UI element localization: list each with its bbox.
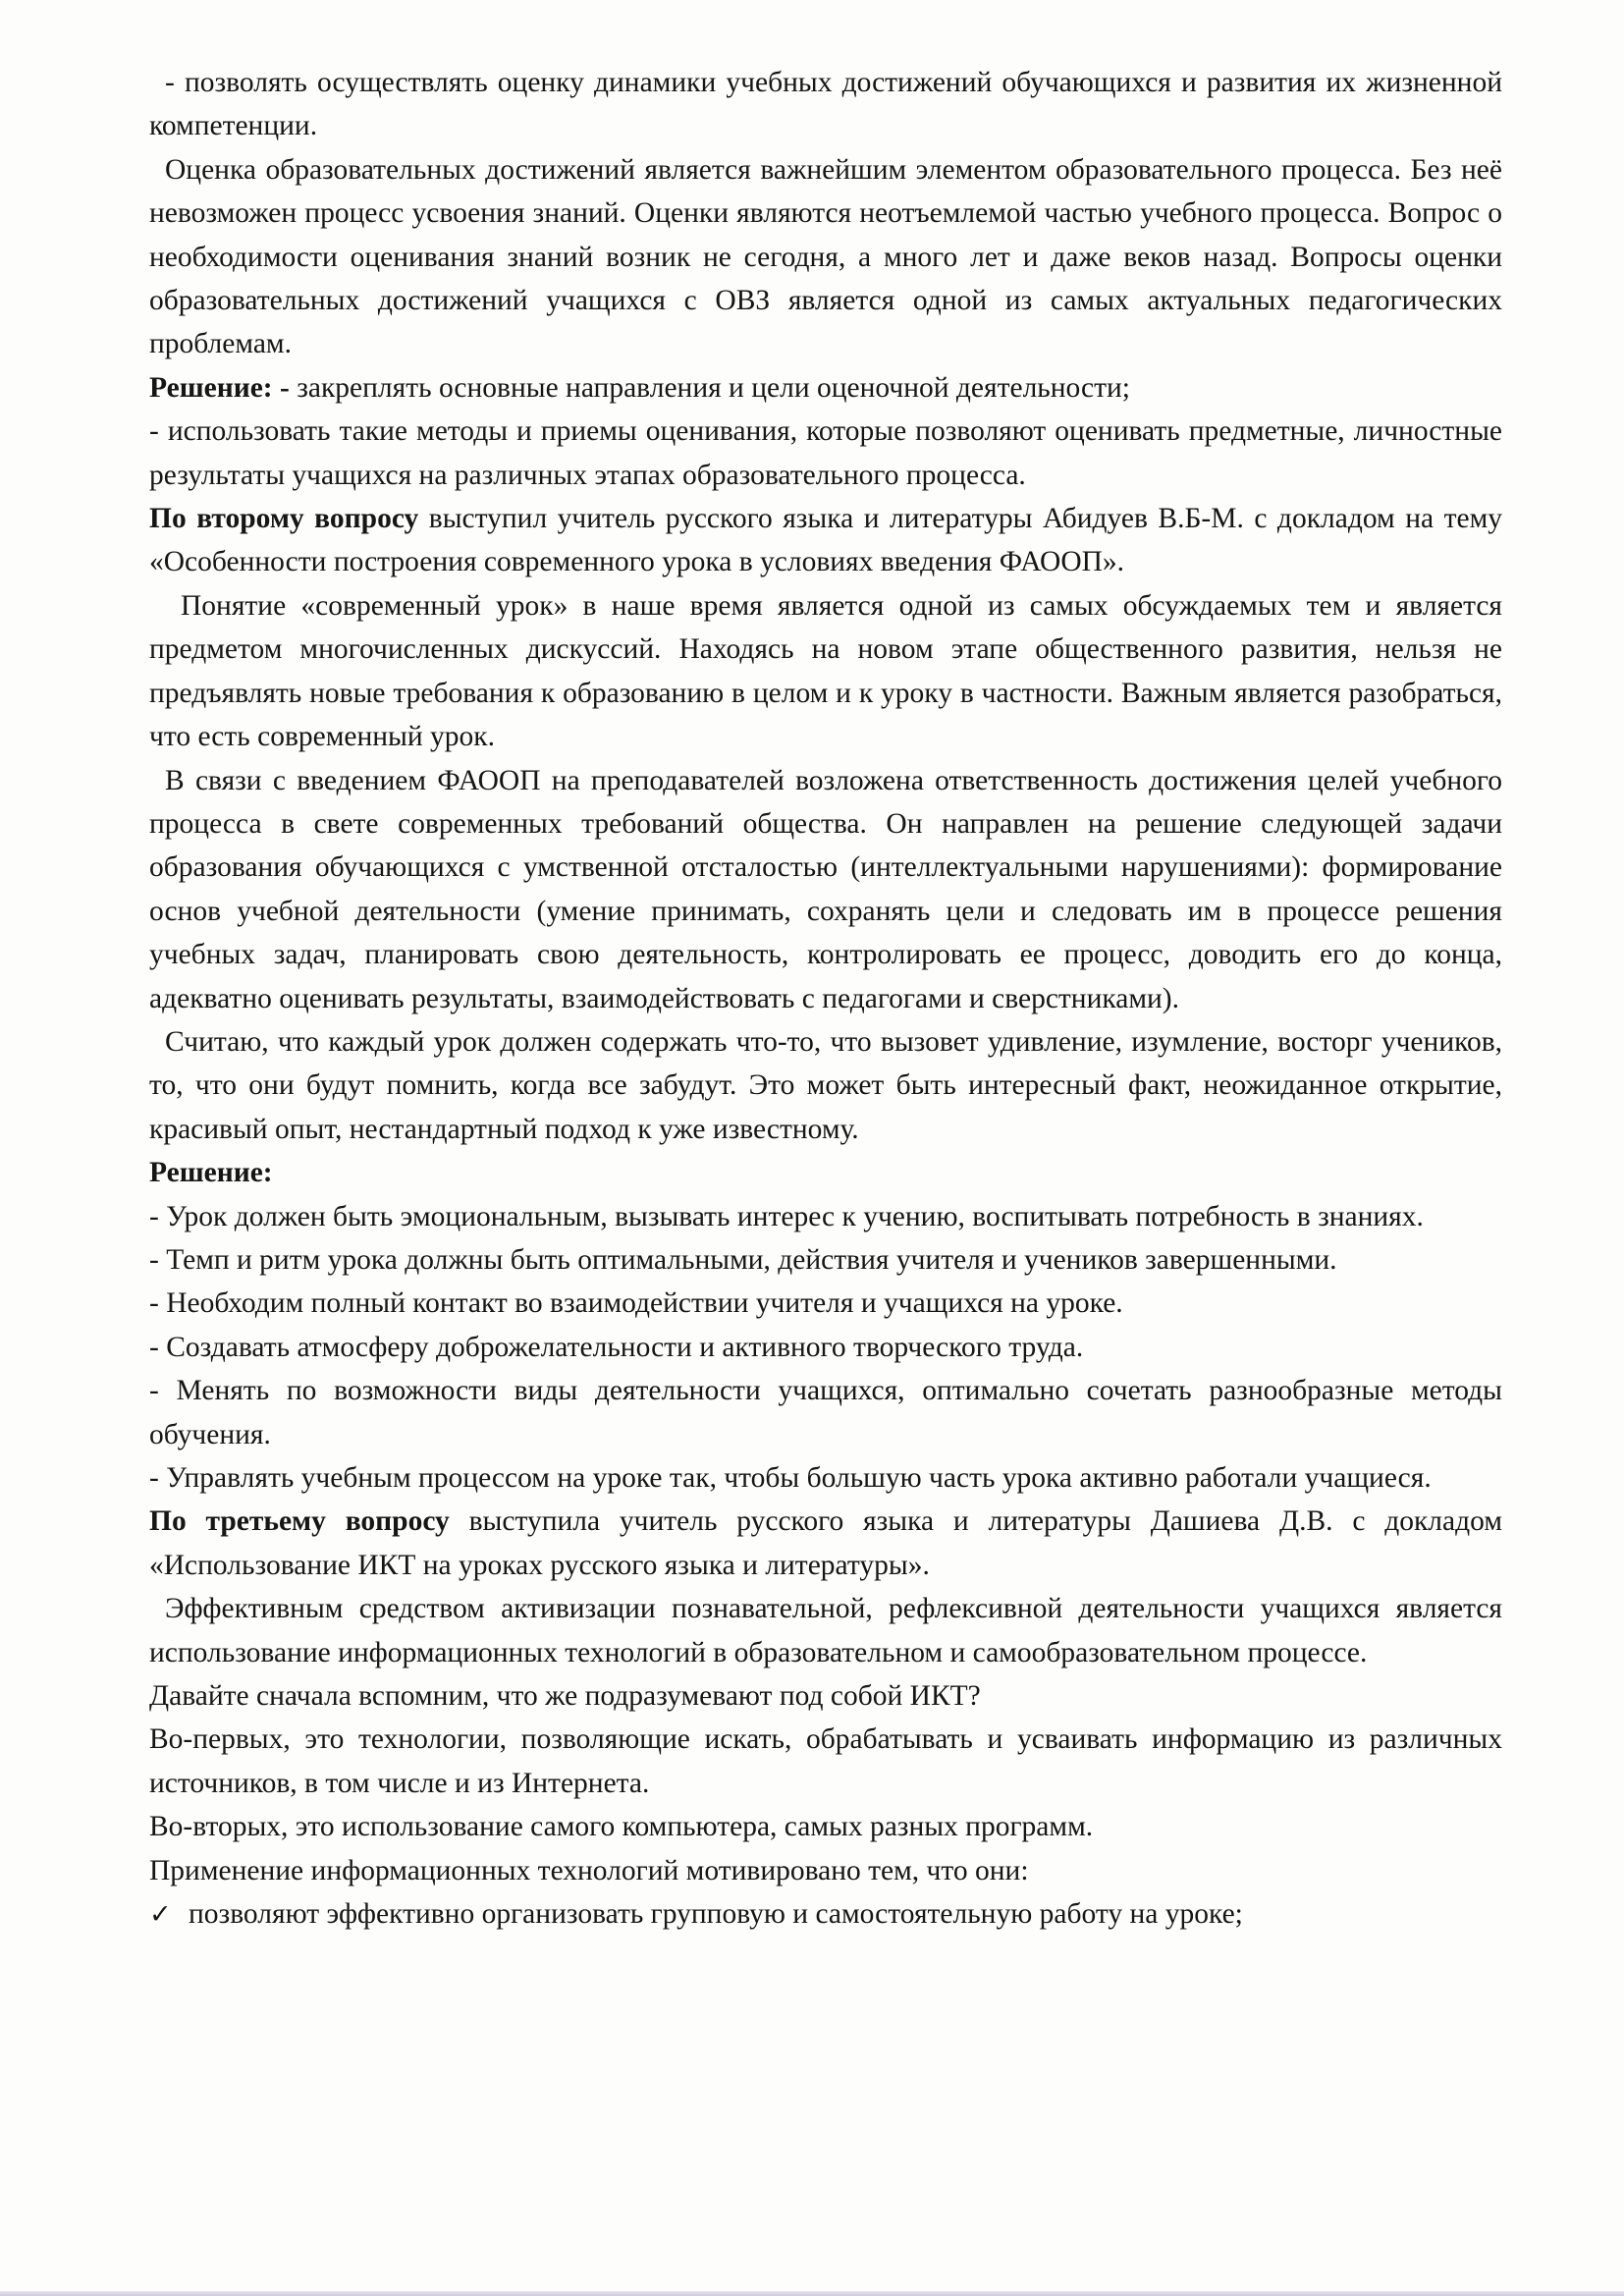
list-item: - Необходим полный контакт во взаимодействии учителя и учащихся на уроке. (149, 1287, 1123, 1320)
paragraph: Оценка образовательных достижений является важнейшим элементом образовательного процесса. Без неё невозможен процесс усвоения знаний. Оценки являются неотъемлемой частью учебного процесса. Вопрос о необходимости оценивания знаний возник не сегодня, а много лет и даже веков назад. Вопросы оценки образовательных достижений учащихся с ОВЗ является одной из самых актуальных педагогических проблемам. (149, 153, 1502, 360)
section-label: По второму вопросу (149, 503, 419, 535)
paragraph-text: выступил учитель русского языка и литературы Абидуев В.Б-М. с докладом на тему «Особенности построения современного урока в условиях введения ФАООП». (149, 503, 1502, 578)
paragraph-text: выступила учитель русского языка и литературы Дашиева Д.В. с докладом «Использование ИКТ на уроках русского языка и литературы». (149, 1505, 1502, 1581)
paragraph: Понятие «современный урок» в наше время является одной из самых обсуждаемых тем и является предметом многочисленных дискуссий. Находясь на новом этапе общественного развития, нельзя не предъявлять новые требования к образованию в целом и к уроку в частности. Важным является разобраться, что есть современный урок. (149, 589, 1502, 753)
list-item: - Управлять учебным процессом на уроке так, чтобы большую часть урока активно работали учащиеся. (149, 1462, 1432, 1494)
list-item: - Темп и ритм урока должны быть оптимальными, действия учителя и учеников завершенными. (149, 1243, 1337, 1276)
paragraph: В связи с введением ФАООП на преподавателей возложена ответственность достижения целей учебного процесса в свете современных требований общества. Он направлен на решение следующей задачи образования обучающихся с умственной отсталостью (интеллектуальными нарушениями): формирование основ учебной деятельности (умение принимать, сохранять цели и следовать им в процессе решения учебных задач, планировать свою деятельность, контролировать ее процесс, доводить его до конца, адекватно оценивать результаты, взаимодействовать с педагогами и сверстниками). (149, 764, 1502, 1014)
checklist-item (149, 1892, 1502, 1937)
paragraph: Во-первых, это технологии, позволяющие искать, обрабатывать и усваивать информацию из различных источников, в том числе и из Интернета. (149, 1723, 1502, 1799)
checklist-item-text: позволяют эффективно организовать групповую и самостоятельную работу на уроке; (189, 1898, 1243, 1931)
paragraph (149, 497, 1502, 584)
paragraph: Давайте сначала вспомним, что же подразумевают под собой ИКТ? (149, 1680, 981, 1713)
list-item: - Создавать атмосферу доброжелательности и активного творческого труда. (149, 1331, 1084, 1363)
page-edge (0, 2291, 1624, 2296)
checkmark-icon: ✓ (149, 1899, 172, 1931)
list-item: - Урок должен быть эмоциональным, вызывать интерес к учению, воспитывать потребность в знаниях. (149, 1200, 1424, 1232)
paragraph: - позволять осуществлять оценку динамики учебных достижений обучающихся и развития их жизненной компетенции. (149, 67, 1502, 142)
list-item: - Менять по возможности виды деятельности учащихся, оптимально сочетать разнообразные методы обучения. (149, 1375, 1502, 1450)
paragraph: Применение информационных технологий мотивировано тем, что они: (149, 1854, 1029, 1886)
paragraph: Считаю, что каждый урок должен содержать что-то, что вызовет удивление, изумление, восторг учеников, то, что они будут помнить, когда все забудут. Это может быть интересный факт, неожиданное открытие, красивый опыт, нестандартный подход к уже известному. (149, 1025, 1502, 1145)
paragraph: - использовать такие методы и приемы оценивания, которые позволяют оценивать предметные, личностные результаты учащихся на различных этапах образовательного процесса. (149, 415, 1502, 491)
document-body (149, 61, 1502, 1937)
paragraph: Эффективным средством активизации познавательной, рефлексивной деятельности учащихся является использование информационных технологий в образовательном и самообразовательном процессе. (149, 1593, 1502, 1668)
solution-label: Решение: - (149, 371, 290, 404)
paragraph-text: закреплять основные направления и цели оценочной деятельности; (289, 371, 1130, 404)
paragraph: Во-вторых, это использование самого компьютера, самых разных программ. (149, 1811, 1094, 1843)
paragraph (149, 1500, 1502, 1587)
solution-label: Решение: (149, 1157, 273, 1189)
section-label: По третьему вопросу (149, 1505, 450, 1538)
paragraph (149, 366, 1502, 410)
